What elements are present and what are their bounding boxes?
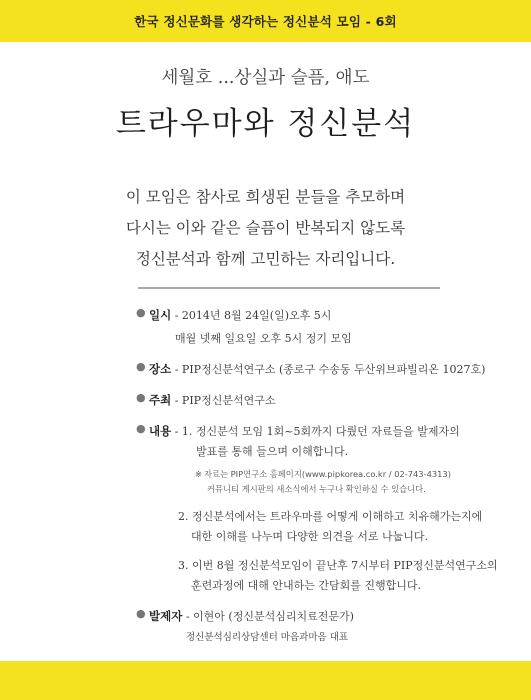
content-point-3: 3. 이번 8월 정신분석모임이 끝난후 7시부터 PIP정신분석연구소의 [178, 559, 498, 572]
content-point-2-cont: 대한 이해를 나누며 다양한 의견을 서로 나눕니다. [191, 530, 428, 543]
note-mark: ※ [195, 469, 202, 479]
intro-line: 다시는 이와 같은 슬픔이 반복되지 않도록 [125, 219, 406, 237]
content-point-3-cont: 훈련과정에 대해 안내하는 간담회를 진행합니다. [191, 579, 422, 592]
bullet-icon: ● [136, 422, 146, 435]
content-point-1-cont: 발표를 통해 들으며 이해합니다. [196, 445, 349, 458]
host-value: - PIP정신분석연구소 [171, 394, 276, 407]
presenter-label: 발제자 [149, 609, 183, 623]
date-item [136, 306, 511, 348]
header-band [0, 0, 531, 42]
note-line: 자료는 PIP연구소 홈페이지(www.pipkorea.co.kr / 02-743-4313) [203, 469, 451, 479]
intro-line: 정신분석과 함께 고민하는 자리입니다. [135, 250, 396, 268]
bullet-icon: ● [136, 306, 146, 319]
content-label: 내용 [149, 424, 172, 438]
bullet-icon: ● [136, 391, 146, 404]
footer-band [0, 661, 531, 700]
note-line: 커뮤니티 게시판의 새소식에서 누구나 확인하실 수 있습니다. [207, 484, 426, 494]
presenter-affiliation: 정신분석심리상담센터 마음과마음 대표 [186, 632, 349, 643]
date-value: - 2014년 8월 24일(일)오후 5시 [171, 309, 332, 322]
bullet-icon: ● [136, 360, 146, 373]
host-item [136, 391, 511, 410]
content-item [136, 422, 511, 595]
event-details [136, 306, 511, 698]
place-value: - PIP정신분석연구소 (종로구 수송동 두산위브파빌리온 1027호) [171, 363, 486, 376]
content-note [141, 467, 511, 482]
content-point-1: - 1. 정신분석 모임 1회~5회까지 다뤘던 자료들을 발제자의 [171, 425, 460, 438]
intro-line: 이 모임은 참사로 희생된 분들을 추모하며 [125, 188, 406, 206]
divider [138, 287, 440, 289]
host-label: 주최 [149, 393, 172, 407]
date-label: 일시 [149, 308, 172, 322]
place-label: 장소 [149, 362, 172, 376]
intro-text [0, 182, 531, 275]
presenter-value: - 이현아 (정신분석심리치료전문가) [182, 610, 354, 623]
place-item [136, 360, 511, 379]
bullet-icon: ● [136, 607, 146, 620]
subtitle: 세월호 ...상실과 슬픔, 애도 [161, 68, 370, 88]
date-recurrence: 매월 넷째 일요일 오후 5시 정기 모임 [175, 332, 352, 345]
presenter-item [136, 607, 511, 647]
content-point-2: 2. 정신분석에서는 트라우마를 어떻게 이해하고 치유해가는지에 [178, 510, 483, 523]
series-title: 한국 정신문화를 생각하는 정신분석 모임 - 6회 [134, 14, 397, 29]
page-title: 트라우마와 정신분석 [115, 106, 416, 142]
